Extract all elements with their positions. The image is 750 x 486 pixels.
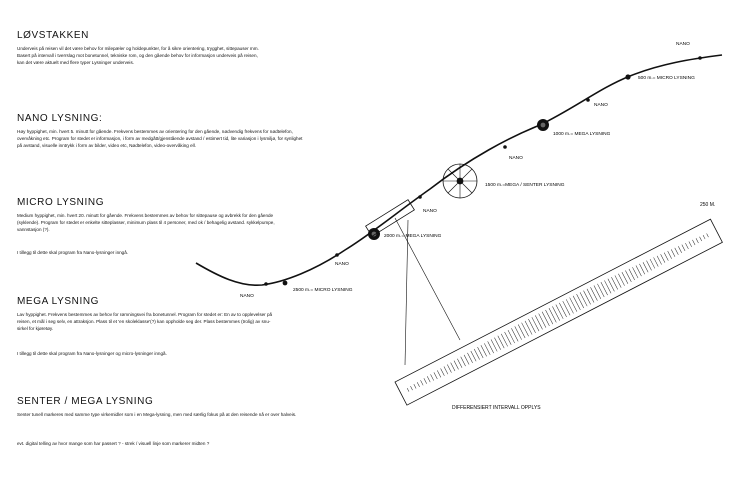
- scale-tick: [478, 347, 484, 358]
- scale-tick: [549, 308, 556, 322]
- scale-tick: [629, 269, 635, 280]
- scale-tick: [407, 388, 409, 392]
- scale-tick: [437, 370, 441, 377]
- leader-line-right: [405, 220, 408, 365]
- scale-tick: [511, 328, 518, 341]
- scale-tick: [654, 257, 659, 266]
- scale-tick: [692, 240, 695, 245]
- body-mega: Lav hyppighet. Frekvens bestemmes av behov for rømningsvei fra bonetunnel. Program for stedet er: En av to opplevelser på reisen, et mål i seg selv, en attraksjon. Plass til et 'en skoleklasse'(?) kan oppholde seg der. Plass bestemmes (trolig) av snu-sirkel for kjøretøy.: [17, 312, 273, 332]
- scale-tick: [570, 298, 577, 312]
- label-nano-337: NANO: [335, 262, 349, 267]
- interval-scale-bar: [395, 219, 722, 405]
- scale-tick: [542, 312, 549, 326]
- scale-tick: [703, 235, 705, 239]
- scale-tick: [431, 374, 434, 380]
- scale-tick: [559, 303, 566, 317]
- station-dot-nano: [698, 56, 702, 60]
- station-dot-micro: [625, 74, 630, 79]
- station-dot-nano: [418, 195, 422, 199]
- scale-tick: [657, 256, 662, 265]
- label-nano-bottom: NANO: [240, 294, 254, 299]
- scale-tick: [639, 264, 644, 274]
- station-dot-nano: [503, 145, 507, 149]
- scale-tick: [539, 314, 546, 328]
- scale-tick: [528, 319, 535, 333]
- scale-tick: [441, 368, 445, 375]
- scale-tick: [573, 296, 580, 310]
- scale-tick: [410, 386, 412, 390]
- scale-tick: [590, 287, 597, 300]
- scale-tick: [417, 382, 419, 387]
- label-micro-2500: 2500 m.= MICRO LYSNING: [293, 288, 353, 293]
- station-dot-micro: [283, 281, 288, 286]
- label-nano-590: NANO: [594, 103, 608, 108]
- scale-tick: [678, 246, 681, 253]
- label-scale-250: 250 M.: [700, 202, 716, 208]
- scale-tick: [597, 284, 604, 297]
- scale-tick: [689, 241, 692, 246]
- scale-tick: [566, 299, 573, 313]
- scale-tick: [650, 259, 655, 268]
- heading-senter: SENTER / MEGA LYSNING: [17, 396, 154, 407]
- heading-micro: MICRO LYSNING: [17, 197, 105, 208]
- label-nano-422: NANO: [423, 209, 437, 214]
- scale-tick: [587, 289, 594, 303]
- scale-tick: [668, 251, 672, 259]
- scale-tick: [414, 384, 416, 388]
- scale-tick: [451, 363, 455, 371]
- body-lovstakken: Underveis på reisen vil det være behov for milepæler og holdepunkter, for å sikre orientering, trygghet, sittepauser mm. Basert på intervall i tverrslag mot bonetunnel, tekniske rom, og den gående behov for informasjon underveis på reisen, kan det være aktuelt med flere typer Lysninger underveis.: [17, 46, 259, 66]
- scale-tick: [647, 261, 652, 271]
- scale-tick: [464, 355, 469, 365]
- label-mega-2000: 2000 m.= MEGA LYSNING: [384, 234, 442, 239]
- scale-tick: [434, 372, 437, 379]
- note-micro: I tillegg til dette skal program fra Nano-lysninger inngå.: [17, 250, 129, 255]
- heading-mega: MEGA LYSNING: [17, 296, 100, 307]
- label-mega-1000: 1000 m.= MEGA LYSNING: [553, 132, 611, 137]
- body-nano: Høy hyppighet, min. hvert 5. minutt for gående. Frekvens bestemmes av orientering for den gående, nødvendig frekvens for nødtelefon, overvåkning etc. Program for stedet er informasjon, i form av medgått/gjenstående avstand / estimert tid, lite variasjon i lysmiljø, for synlighet på avstand, visuelle inntrykk i form av bilder, video etc, Nødtelefon, video-overvåking ell.: [17, 129, 303, 149]
- scale-tick: [661, 254, 665, 262]
- scale-tick: [664, 253, 668, 261]
- scale-tick: [552, 306, 559, 320]
- scale-tick: [584, 291, 591, 305]
- note-mega: I tillegg til dette skal program fra Nano-lysninger og micro-lysninger inngå.: [17, 351, 167, 356]
- scale-tick: [481, 345, 487, 356]
- scale-tick: [632, 267, 638, 278]
- body-micro: Medium hyppighet, min. hvert 20. minutt for gående. Frekvens bestemmes av behov for sittepause og avbrekk for den gående (syklende). Program for stedet er enkelte sitteplasser, minimum plass til 4 personer, med ok / behagelig avstand. sykkelpumpe, vannstasjon (?).: [17, 213, 275, 233]
- tunnel-route: [196, 55, 722, 285]
- scale-tick: [474, 349, 479, 360]
- scale-tick: [447, 365, 451, 373]
- senter-turning-circle: [443, 164, 477, 198]
- scale-tick: [700, 237, 702, 241]
- scale-tick: [467, 353, 472, 363]
- scale-tick: [671, 249, 675, 256]
- scale-tick: [563, 301, 570, 315]
- scale-tick: [675, 248, 679, 255]
- scale-tick: [522, 323, 529, 337]
- scale-tick: [471, 351, 476, 361]
- scale-caption: DIFFERENSIERT INTERVALL OPPLYS: [452, 405, 541, 411]
- scale-tick: [444, 367, 448, 375]
- label-senter-1500: 1500 m.=MEGA / SENTER LYSNING: [485, 183, 565, 188]
- scale-tick: [696, 238, 698, 243]
- heading-nano: NANO LYSNING:: [17, 113, 103, 124]
- scale-tick: [461, 357, 466, 366]
- scale-tick: [518, 325, 525, 338]
- scale-tick: [532, 317, 539, 331]
- scale-tick: [682, 245, 685, 251]
- station-dot-nano: [264, 282, 268, 286]
- scale-tick: [424, 378, 427, 383]
- body-senter: Senter tunell markeres med samme type virkemidler som i en Mega-lysning, men med særlig fokus på at den reisende nå er over halveis.: [17, 412, 297, 417]
- scale-tick: [556, 305, 563, 319]
- scale-tick: [580, 292, 587, 306]
- scale-tick: [577, 294, 584, 308]
- scale-tick: [525, 321, 532, 335]
- scale-tick: [457, 359, 462, 368]
- scale-tick: [515, 326, 522, 339]
- note-senter: evt. digital telling av hvor mange som har passert ? - strek / visuell linje som markerer midten ?: [17, 441, 210, 446]
- scale-tick: [636, 266, 641, 277]
- scale-tick: [421, 380, 424, 385]
- mega-station-1000-core: [541, 123, 546, 128]
- label-micro-500: 500 m.= MICRO LYSNING: [638, 76, 695, 81]
- scale-tick: [707, 234, 709, 238]
- station-dot-nano: [335, 253, 339, 257]
- scale-tick: [508, 330, 515, 343]
- scale-tick: [685, 243, 688, 249]
- scale-tick: [594, 286, 601, 299]
- scale-tick: [454, 361, 459, 370]
- scale-tick: [643, 262, 648, 272]
- label-nano-505: NANO: [509, 156, 523, 161]
- scale-tick: [601, 282, 608, 295]
- scale-tick: [427, 376, 430, 382]
- station-dot-nano: [586, 98, 590, 102]
- heading-lovstakken: LØVSTAKKEN: [17, 30, 89, 41]
- label-nano-top: NANO: [676, 42, 690, 47]
- scale-tick: [546, 310, 553, 324]
- scale-tick: [535, 315, 542, 329]
